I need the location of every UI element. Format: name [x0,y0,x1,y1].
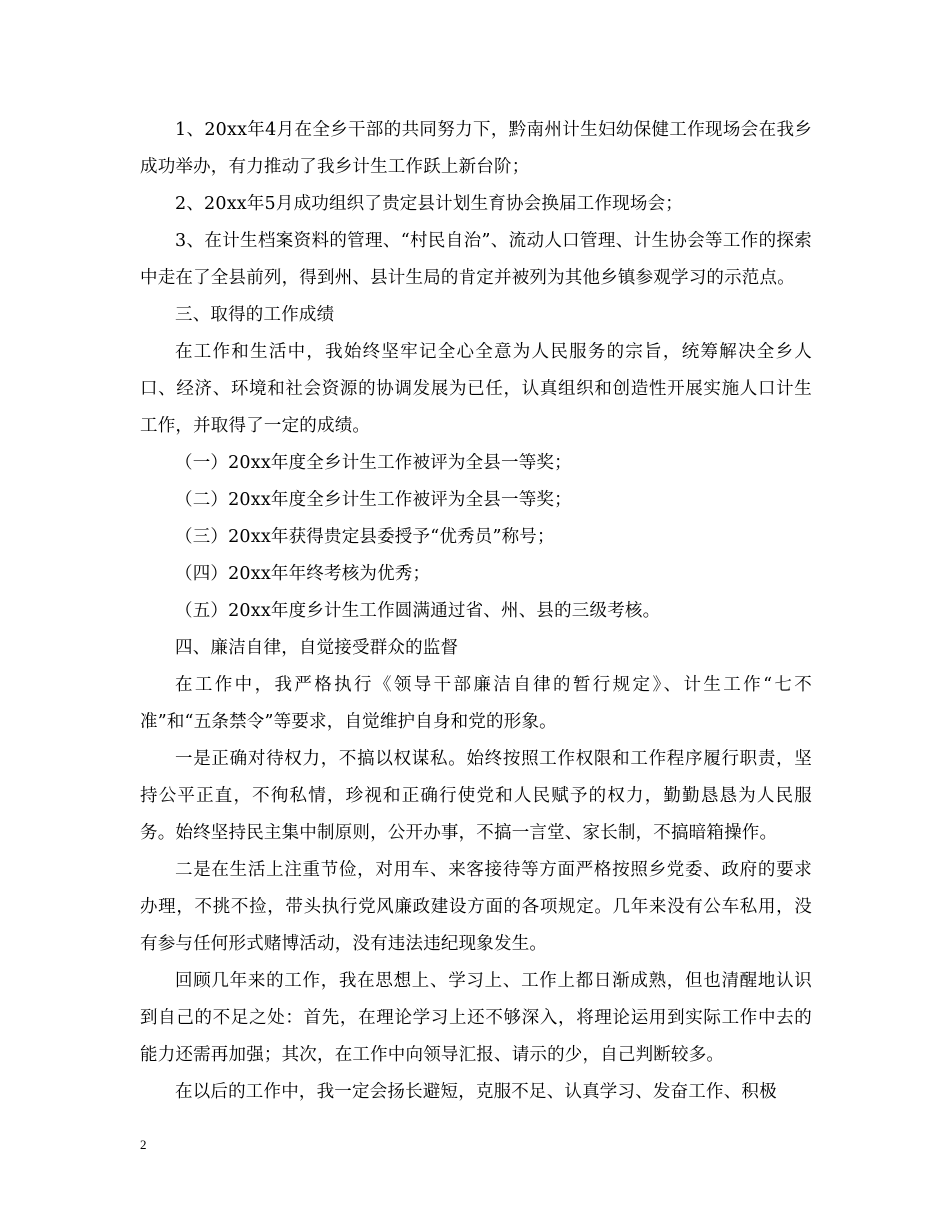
paragraph-integrity-intro: 在工作中，我严格执行《领导干部廉洁自律的暂行规定》、计生工作“七不准”和“五条禁令”等要求，自觉维护自身和党的形象。 [140,675,812,732]
achievement-item-3: （三）20xx年获得贵定县委授予“优秀员”称号； [175,527,555,547]
page-number: 2 [140,1137,147,1152]
paragraph-2: 2、20xx年5月成功组织了贵定县计划生育协会换届工作现场会； [175,194,683,214]
paragraph-3: 3、在计生档案资料的管理、“村民自治”、流动人口管理、计生协会等工作的探索中走在了全县前列，得到州、县计生局的肯定并被列为其他乡镇参观学习的示范点。 [140,231,812,288]
achievement-item-4: （四）20xx年年终考核为优秀； [175,564,431,584]
paragraph-future: 在以后的工作中，我一定会扬长避短，克服不足、认真学习、发奋工作、积极 [175,1082,777,1102]
achievement-item-5: （五）20xx年度乡计生工作圆满通过省、州、县的三级考核。 [175,601,661,621]
paragraph-frugality: 二是在生活上注重节俭，对用车、来客接待等方面严格按照乡党委、政府的要求办理，不挑不捡，带头执行党风廉政建设方面的各项规定。几年来没有公车私用，没有参与任何形式赌博活动，没有违法违纪现象发生。 [140,860,812,954]
paragraph-achievements-intro: 在工作和生活中，我始终坚牢记全心全意为人民服务的宗旨，统筹解决全乡人口、经济、环境和社会资源的协调发展为已任，认真组织和创造性开展实施人口计生工作，并取得了一定的成绩。 [140,342,812,436]
section-heading-integrity: 四、廉洁自律，自觉接受群众的监督 [175,638,459,658]
document-body [140,112,812,1111]
section-heading-achievements: 三、取得的工作成绩 [175,305,335,325]
paragraph-1: 1、20xx年4月在全乡干部的共同努力下，黔南州计生妇幼保健工作现场会在我乡成功举办，有力推动了我乡计生工作跃上新台阶； [140,120,812,177]
achievement-item-1: （一）20xx年度全乡计生工作被评为全县一等奖； [175,453,572,473]
achievement-item-2: （二）20xx年度全乡计生工作被评为全县一等奖； [175,490,572,510]
paragraph-review: 回顾几年来的工作，我在思想上、学习上、工作上都日渐成熟，但也清醒地认识到自己的不足之处：首先，在理论学习上还不够深入，将理论运用到实际工作中去的能力还需再加强；其次，在工作中向领导汇报、请示的少，自己判断较多。 [140,971,812,1065]
paragraph-power: 一是正确对待权力，不搞以权谋私。始终按照工作权限和工作程序履行职责，坚持公平正直，不徇私情，珍视和正确行使党和人民赋予的权力，勤勤恳恳为人民服务。始终坚持民主集中制原则，公开办事，不搞一言堂、家长制，不搞暗箱操作。 [140,749,812,843]
